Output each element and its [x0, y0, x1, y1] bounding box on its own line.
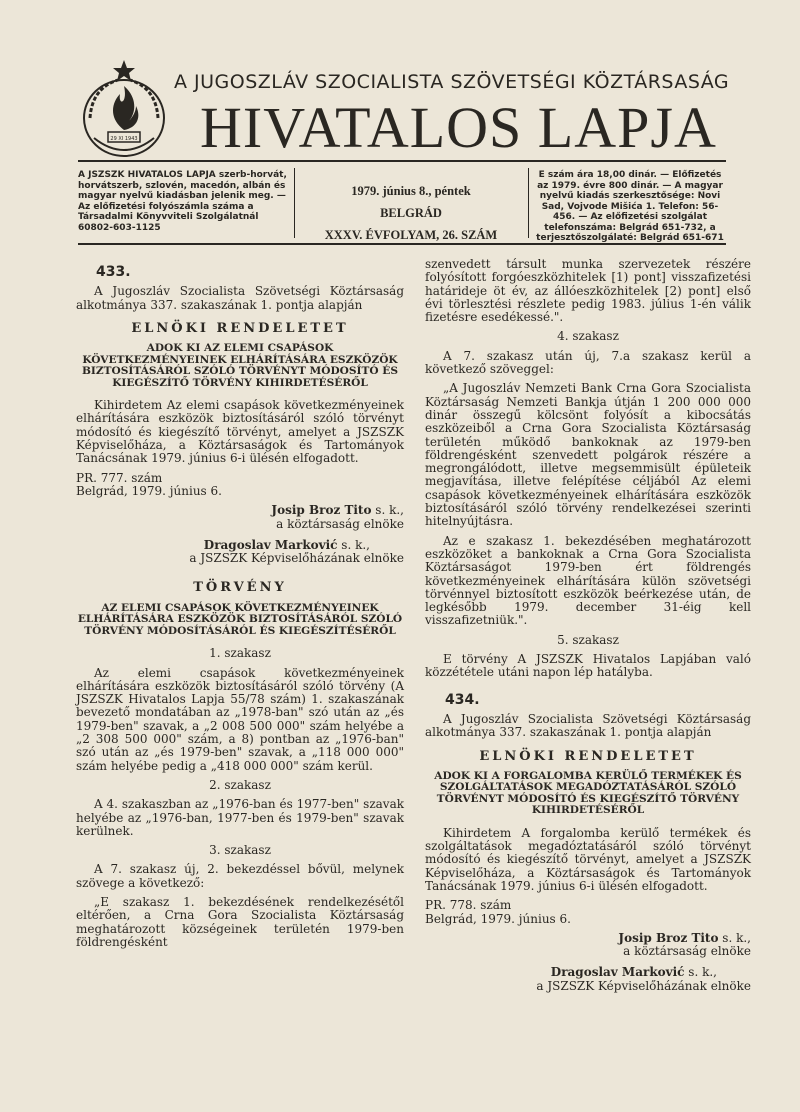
decree-number-433: 433.	[96, 264, 131, 280]
header-left-note: A JSZSZK HIVATALOS LAPJA szerb-horvát, horvátszerb, szlovén, macedón, albán és magyar nyelvű kiadásban jelenik meg. — Az előfizetési folyószámla száma a Társadalmi Könyvviteli Szolgálatnál 60802-603-1125	[78, 170, 287, 233]
section-5-text: E törvény A JSZSZK Hivatalos Lapjában való közzététele utáni napon lép hatályba.	[425, 652, 751, 680]
issue-volume: XXXV. ÉVFOLYAM, 26. SZÁM	[324, 228, 498, 242]
header-right-note: E szám ára 18,00 dinár. — Előfizetés az 1979. évre 800 dinár. — A magyar nyelvű kiadás szerkesztősége: Novi Sad, Vojvode Mišića 1. Telefon: 56-456. — Az előfizetési szolgálat telefonszáma: Belgrád 651-732, a terjesztőszolgálaté: Belgrád 651-671	[536, 170, 724, 243]
section-1-heading: 1. szakasz	[209, 646, 271, 661]
right-column	[425, 258, 751, 993]
section-3-text: A 7. szakasz új, 2. bekezdéssel bővül, melynek szövege a következő:	[76, 862, 404, 890]
header-divider-left	[294, 168, 295, 238]
header-rule-bottom	[78, 243, 726, 245]
issue-place: BELGRÁD	[380, 206, 442, 220]
proclamation-text: Kihirdetem A forgalomba kerülő termékek és szolgáltatások megadóztatásáról szóló törvényt módosító és kiegészítő törvényt, amelyet a JSZSZK Képviselőháza, a Köztársaságok és Tartományok Tanácsának 1979. június 6-i ülésén elfogadott.	[425, 825, 751, 893]
law-heading: TÖRVÉNY	[193, 580, 287, 596]
section-3-quote: „E szakasz 1. bekezdésének rendelkezésétől eltérően, a Crna Gora Szocialista Köztársaság meghatározott községeinek területén 1979-ben földrengésként	[76, 895, 404, 949]
proclamation-text: Kihirdetem Az elemi csapások következményeinek elhárítására eszközök biztosításáról szóló törvényt módosító és kiegészítő törvényt, amelyet a JSZSZK Képviselőháza, a Köztársaságok és Tartományok Tanácsának 1979. június 6-i ülésén elfogadott.	[76, 398, 404, 466]
decree-heading: ELNÖKI RENDELETET	[131, 320, 349, 336]
section-4-quote: „A Jugoszláv Nemzeti Bank Crna Gora Szocialista Köztársaság Nemzeti Bankja útján 1 200 000 000 dinár összegű kölcsönt folyósít a kibocsátás eszközeiből a Crna Gora Szocialista Köztársaság területén működő bankoknak az 1979-ben földrengésként szenvedett polgárok részére a megrongálódott, illetve megsemmisült épületeik megjavítása, illetve felépítése céljából Az elemi csapások következményeinek elhárítására eszközök biztosításáról szóló törvény rendelkezései szerinti hitelnyújtásra.	[425, 381, 751, 529]
section-2-heading: 2. szakasz	[209, 777, 271, 792]
signatory-name: Dragoslav Marković	[550, 965, 685, 980]
continued-text: szenvedett társult munka szervezetek részére folyósított forgóeszközhitelek [1) pont] visszafizetési határideje öt év, az állóeszközhitelek [2) pont] első évi törlesztési részlete pedig 1983. július 1-én válik fizetésre esedékessé.".	[425, 257, 751, 325]
signatory-name: Josip Broz Tito	[618, 930, 719, 945]
republic-name: A JUGOSZLÁV SZOCIALISTA SZÖVETSÉGI KÖZTÁRSASÁG	[174, 71, 730, 93]
decree-number-434: 434.	[445, 691, 480, 708]
signature-2: Dragoslav Marković s. k.,	[550, 965, 717, 980]
signatory-name: Dragoslav Marković	[203, 537, 338, 552]
signatory-name: Josip Broz Tito	[271, 503, 372, 518]
place-date: Belgrád, 1979. június 6.	[76, 483, 222, 498]
section-4-text: A 7. szakasz után új, 7.a szakasz kerül a következő szöveggel:	[425, 348, 751, 377]
publication-title: HIVATALOS LAPJA	[200, 95, 717, 160]
left-column	[76, 258, 404, 955]
signatory-role: a JSZSZK Képviselőházának elnöke	[189, 551, 404, 566]
pr-number: PR. 778. szám	[425, 898, 512, 913]
header-issue-info	[302, 180, 520, 246]
legal-basis: A Jugoszláv Szocialista Szövetségi Köztársaság alkotmánya 337. szakaszának 1. pontja alapján	[425, 711, 751, 740]
signature-1: Josip Broz Tito s. k.,	[618, 930, 751, 945]
signatory-role: a JSZSZK Képviselőházának elnöke	[536, 978, 751, 993]
signatory-role: a köztársaság elnöke	[276, 516, 404, 531]
section-1-text: Az elemi csapások következményeinek elhárítására eszközök biztosításáról szóló törvény (A JSZSZK Hivatalos Lapja 55/78 szám) 1. szakaszának bevezető mondatában az „1978-ban" szó után az „és 1979-ben" szavak, a „2 008 500 000" szám helyébe a „2 308 500 000" szám, a 8) pontban az „1976-ban" szó után az „és 1979-ben" szavak, a „118 000 000" szám helyébe pedig a „418 000 000" szám kerül.	[76, 665, 404, 773]
header-divider-right	[528, 168, 529, 238]
emblem-date-text: 29 XI 1943	[110, 136, 138, 142]
header-rule-top	[78, 160, 726, 162]
signature-2: Dragoslav Marković s. k.,	[203, 537, 370, 552]
decree-title: ADOK KI A FORGALOMBA KERÜLŐ TERMÉKEK ÉS SZOLGÁLTATÁSOK MEGADÓZTATÁSÁRÓL SZÓLÓ TÖRVÉNYT MÓDOSÍTÓ ÉS KIEGÉSZÍTŐ TÖRVÉNY KIHIRDETÉSÉRŐL	[434, 769, 742, 817]
signatory-role: a köztársaság elnöke	[623, 944, 751, 959]
section-3-heading: 3. szakasz	[209, 843, 271, 858]
section-2-text: A 4. szakaszban az „1976-ban és 1977-ben" szavak helyébe az „1976-ban, 1977-ben és 1979-ben" szavak kerülnek.	[76, 797, 404, 838]
section-5-heading: 5. szakasz	[557, 632, 619, 647]
legal-basis: A Jugoszláv Szocialista Szövetségi Köztársaság alkotmánya 337. szakaszának 1. pontja alapján	[76, 284, 404, 312]
signature-1: Josip Broz Tito s. k.,	[271, 503, 404, 518]
decree-heading: ELNÖKI RENDELETET	[479, 748, 697, 764]
law-title: AZ ELEMI CSAPÁSOK KÖVETKEZMÉNYEINEK ELHÁRÍTÁSÁRA ESZKÖZÖK BIZTOSÍTÁSÁRÓL SZÓLÓ TÖRVÉNY MÓDOSÍTÁSÁRÓL ÉS KIEGÉSZÍTÉSÉRŐL	[77, 601, 403, 637]
pr-number: PR. 777. szám	[76, 470, 163, 485]
coat-of-arms-emblem	[78, 58, 170, 162]
place-date: Belgrád, 1979. június 6.	[425, 911, 571, 926]
decree-title: ADOK KI AZ ELEMI CSAPÁSOK KÖVETKEZMÉNYEINEK ELHÁRÍTÁSÁRA ESZKÖZÖK BIZTOSÍTÁSÁRÓL SZÓLÓ TÖRVÉNYT MÓDOSÍTÓ ÉS KIEGÉSZÍTŐ TÖRVÉNY KIHIRDETÉSÉRŐL	[81, 342, 399, 389]
section-4-quote-2: Az e szakasz 1. bekezdésében meghatározott eszközöket a bankoknak a Crna Gora Szocialista Köztársaságot 1979-ben ért földrengés következményeinek elhárítására külön szövetségi törvénnyel biztosított eszközök beérkezése után, de legkésőbb 1979. december 31-éig kell visszafizetniük.".	[425, 533, 751, 628]
issue-date: 1979. június 8., péntek	[351, 184, 471, 198]
section-4-heading: 4. szakasz	[557, 329, 619, 344]
